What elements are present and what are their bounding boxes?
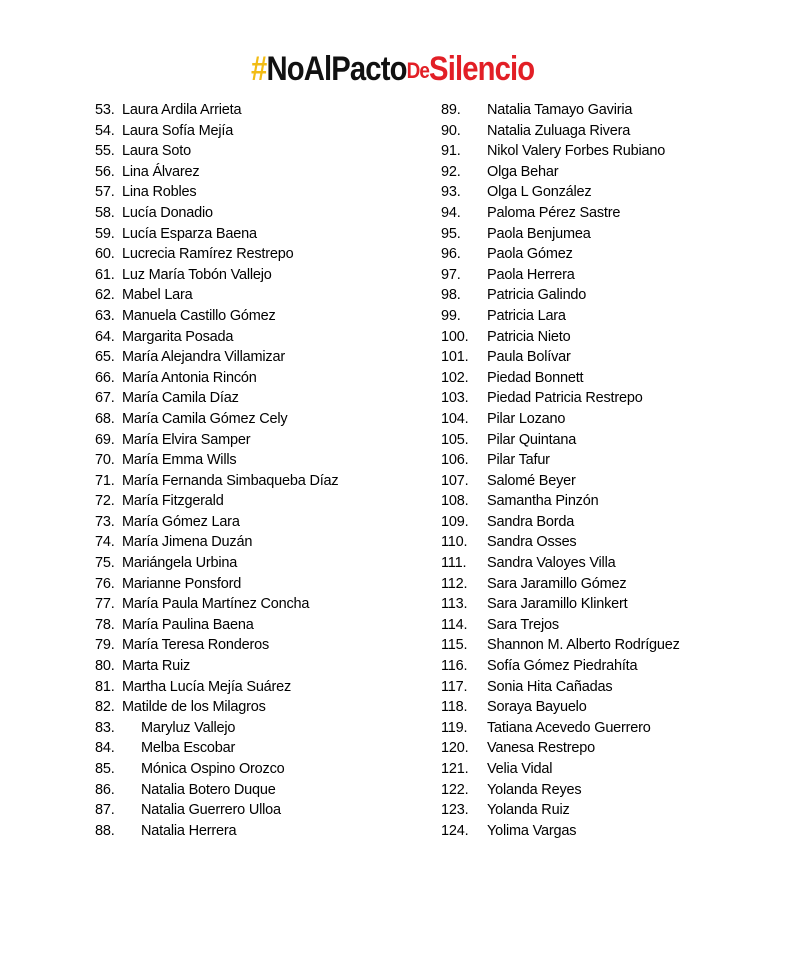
signatory-name: María Teresa Ronderos: [122, 637, 270, 654]
signatory-name: Sofía Gómez Piedrahíta: [487, 658, 638, 675]
list-item-number: 79.: [95, 637, 115, 654]
signatory-name: Marta Ruiz: [122, 658, 191, 675]
list-item-number: 77.: [95, 596, 115, 613]
list-item-number: 83.: [95, 719, 115, 736]
list-item-number: 110.: [441, 534, 468, 551]
signatory-name: María Antonia Rincón: [122, 369, 257, 386]
campaign-hashtag-header: [0, 46, 786, 92]
signatory-name: María Alejandra Villamizar: [122, 349, 285, 366]
signatory-name: Paola Benjumea: [487, 225, 591, 242]
list-item-number: 66.: [95, 369, 115, 386]
list-item-number: 55.: [95, 143, 115, 160]
list-item-number: 68.: [95, 410, 115, 427]
list-item-number: 121.: [441, 761, 469, 777]
list-item-number: 89.: [441, 102, 461, 118]
signatory-name: Sara Jaramillo Gómez: [487, 575, 627, 592]
list-item-number: 70.: [95, 452, 115, 469]
signatory-name: Lucía Donadio: [122, 204, 213, 221]
signatory-name: Soraya Bayuelo: [487, 699, 587, 716]
signatory-name: María Gómez Lara: [122, 513, 240, 530]
list-item-number: 86.: [95, 781, 115, 798]
list-item-number: 114.: [441, 616, 468, 633]
list-item-number: 69.: [95, 431, 115, 448]
signatory-name: Tatiana Acevedo Guerrero: [487, 719, 651, 736]
signatory-name: Paola Herrera: [487, 266, 575, 283]
signatory-name: Mabel Lara: [122, 287, 193, 304]
list-item-number: 72.: [95, 493, 115, 510]
list-item-number: 95.: [441, 225, 461, 242]
list-item-number: 120.: [441, 740, 469, 757]
signatory-name: Pilar Lozano: [487, 410, 566, 427]
list-item-number: 78.: [95, 616, 115, 633]
list-item-number: 82.: [95, 699, 115, 716]
signatory-name: Sara Jaramillo Klinkert: [487, 596, 628, 613]
list-item-number: 107.: [441, 472, 469, 489]
signatory-name: Lucía Esparza Baena: [122, 225, 257, 242]
signatory-name: Sara Trejos: [487, 616, 559, 633]
list-item-number: 93.: [441, 184, 461, 201]
signatory-name: Maryluz Vallejo: [141, 719, 236, 736]
list-item-number: 64.: [95, 328, 115, 345]
list-item-number: 96.: [441, 246, 461, 263]
signatory-name: Marianne Ponsford: [122, 575, 242, 592]
list-item-number: 59.: [95, 225, 115, 242]
list-item-number: 109.: [441, 513, 469, 530]
signatory-name: Mariángela Urbina: [122, 555, 238, 572]
signatory-name: María Fernanda Simbaqueba Díaz: [122, 472, 339, 489]
signatory-name: Shannon M. Alberto Rodríguez: [487, 637, 680, 654]
list-item-number: 91.: [441, 143, 461, 160]
hashtag-logo: [251, 46, 534, 94]
list-item-number: 67.: [95, 390, 115, 407]
list-item-number: 103.: [441, 390, 469, 407]
list-item-number: 90.: [441, 122, 461, 139]
list-item-number: 98.: [441, 287, 461, 304]
signatory-name: Martha Lucía Mejía Suárez: [122, 678, 292, 695]
signatory-name: Sandra Borda: [487, 513, 575, 530]
hashtag-part-no-al-pacto: NoAlPacto: [266, 50, 407, 88]
signatory-name: María Paulina Baena: [122, 616, 254, 633]
list-item-number: 124.: [441, 822, 469, 839]
hashtag-symbol: #: [251, 50, 267, 88]
signatory-name: Natalia Zuluaga Rivera: [487, 122, 631, 139]
signatory-name: Olga Behar: [487, 163, 559, 180]
signatory-name: María Camila Gómez Cely: [122, 410, 288, 427]
signatory-name: Patricia Lara: [487, 307, 566, 324]
list-item-number: 65.: [95, 349, 115, 366]
list-item-number: 105.: [441, 431, 469, 448]
signatory-name: Velia Vidal: [487, 761, 553, 777]
signatory-name: Olga L González: [487, 184, 592, 201]
list-item-number: 122.: [441, 781, 469, 798]
signatory-name: Sandra Osses: [487, 534, 577, 551]
list-item-number: 60.: [95, 246, 115, 263]
signatory-name: Laura Ardila Arrieta: [122, 102, 242, 118]
list-item-number: 88.: [95, 822, 115, 839]
list-item-number: 84.: [95, 740, 115, 757]
signatory-name: Paola Gómez: [487, 246, 573, 263]
list-item-number: 71.: [95, 472, 115, 489]
signatory-name: Lina Robles: [122, 184, 197, 201]
list-item-number: 118.: [441, 699, 468, 716]
list-item-number: 113.: [441, 596, 468, 613]
signatory-name: Piedad Bonnett: [487, 369, 584, 386]
list-item-number: 56.: [95, 163, 115, 180]
signatory-name: Sandra Valoyes Villa: [487, 555, 616, 572]
signatory-name: María Paula Martínez Concha: [122, 596, 310, 613]
hashtag-part-silencio: Silencio: [429, 50, 535, 88]
signatory-name: Nikol Valery Forbes Rubiano: [487, 143, 666, 160]
list-item-number: 111.: [441, 555, 467, 572]
list-item-number: 61.: [95, 266, 115, 283]
list-item-number: 99.: [441, 307, 461, 324]
list-item-number: 74.: [95, 534, 115, 551]
list-item-number: 119.: [441, 719, 468, 736]
signatory-name: Mónica Ospino Orozco: [141, 761, 285, 777]
signatory-name: Paula Bolívar: [487, 349, 571, 366]
list-item-number: 76.: [95, 575, 115, 592]
signatory-name: Pilar Quintana: [487, 431, 577, 448]
signatory-name: Margarita Posada: [122, 328, 234, 345]
list-item-number: 100.: [441, 328, 469, 345]
signatory-name: Matilde de los Milagros: [122, 699, 266, 716]
signatory-name: Paloma Pérez Sastre: [487, 204, 621, 221]
list-item-number: 62.: [95, 287, 115, 304]
signatory-name: Samantha Pinzón: [487, 493, 599, 510]
list-item-number: 53.: [95, 102, 115, 118]
signatory-name: Sonia Hita Cañadas: [487, 678, 613, 695]
signatory-name: María Camila Díaz: [122, 390, 239, 407]
signatory-name: Patricia Galindo: [487, 287, 587, 304]
list-item-number: 85.: [95, 761, 115, 777]
list-item-number: 108.: [441, 493, 469, 510]
signatory-name: Laura Soto: [122, 143, 191, 160]
list-item-number: 73.: [95, 513, 115, 530]
signatory-name: Manuela Castillo Gómez: [122, 307, 276, 324]
hashtag-part-de: De: [406, 58, 430, 83]
signatory-name: Piedad Patricia Restrepo: [487, 390, 643, 407]
signatory-name: Natalia Guerrero Ulloa: [141, 802, 281, 819]
list-item-number: 63.: [95, 307, 115, 324]
list-item-number: 57.: [95, 184, 115, 201]
signatory-name: Yolanda Ruiz: [487, 802, 570, 819]
signatory-name: Yolima Vargas: [487, 822, 577, 839]
list-item-number: 102.: [441, 369, 469, 386]
list-item-number: 112.: [441, 575, 468, 592]
list-item-number: 87.: [95, 802, 115, 819]
list-item-number: 115.: [441, 637, 468, 654]
signatory-name: Luz María Tobón Vallejo: [122, 266, 272, 283]
signatory-name: Patricia Nieto: [487, 328, 571, 345]
list-item-number: 58.: [95, 204, 115, 221]
signatory-name: María Emma Wills: [122, 452, 237, 469]
list-item-number: 94.: [441, 204, 461, 221]
signatory-name: María Jimena Duzán: [122, 534, 253, 551]
list-item-number: 116.: [441, 658, 468, 675]
list-item-number: 97.: [441, 266, 461, 283]
list-item-number: 81.: [95, 678, 115, 695]
signatory-name: Natalia Tamayo Gaviria: [487, 102, 633, 118]
signatory-name: Laura Sofía Mejía: [122, 122, 234, 139]
list-item-number: 92.: [441, 163, 461, 180]
list-item-number: 101.: [441, 349, 469, 366]
list-item-number: 117.: [441, 678, 468, 695]
signatory-name: Lucrecia Ramírez Restrepo: [122, 246, 294, 263]
list-item-number: 104.: [441, 410, 469, 427]
list-item-number: 123.: [441, 802, 469, 819]
list-item-number: 106.: [441, 452, 469, 469]
list-item-number: 54.: [95, 122, 115, 139]
signatory-name: Melba Escobar: [141, 740, 236, 757]
list-item-number: 75.: [95, 555, 115, 572]
signatory-name: Natalia Herrera: [141, 822, 237, 839]
signatory-name: Salomé Beyer: [487, 472, 576, 489]
signatory-name: Natalia Botero Duque: [141, 781, 276, 798]
signatory-name: María Fitzgerald: [122, 493, 224, 510]
signatory-name: Lina Álvarez: [122, 163, 200, 180]
list-item-number: 80.: [95, 658, 115, 675]
signatory-name: Pilar Tafur: [487, 452, 550, 469]
signatory-name: Vanesa Restrepo: [487, 740, 595, 757]
signatory-name: María Elvira Samper: [122, 431, 251, 448]
signatory-name: Yolanda Reyes: [487, 781, 582, 798]
